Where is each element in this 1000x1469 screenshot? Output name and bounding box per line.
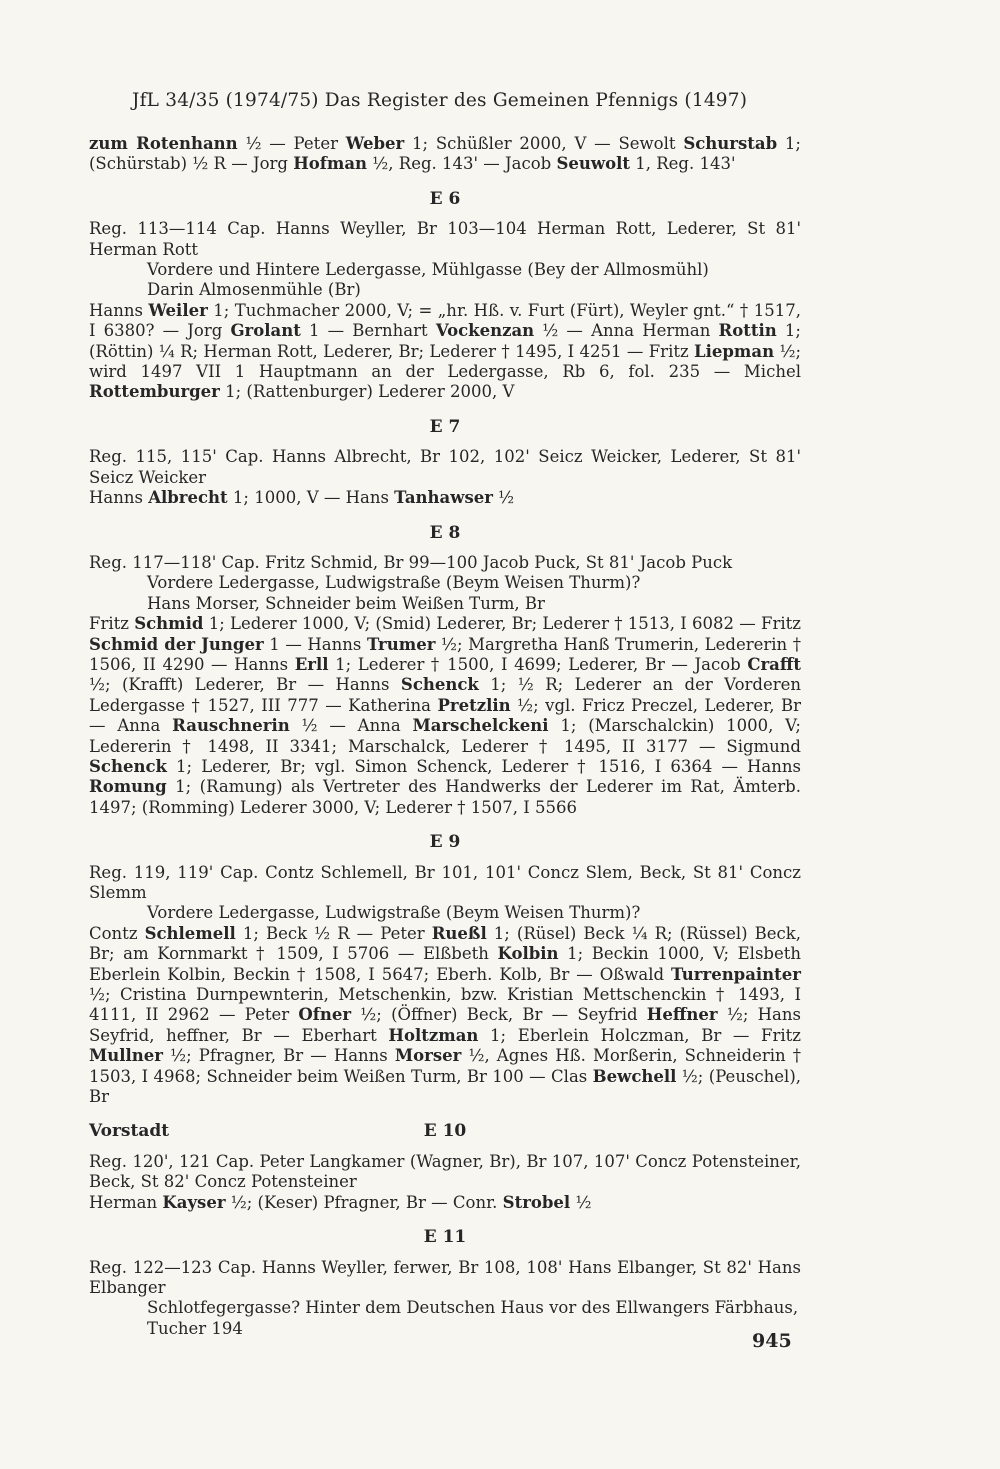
e11-location-1: Schlotfegergasse? Hinter dem Deutschen Haus vor des Ellwangers Färbhaus, Tucher 194 [147, 1298, 799, 1338]
register-content [89, 134, 801, 1339]
e8-entries: Fritz Schmid 1; Lederer 1000, V; (Smid) Lederer, Br; Lederer † 1513, I 6082 — Fritz Schmid der Junger 1 — Hanns Trumer ½; Margretha Hanß Trumerin, Ledererin † 1506, II 4290 — Hanns Erll 1; Lederer † 1500, I 4699; Lederer, Br — Jacob Crafft ½; (Krafft) Lederer, Br — Hanns Schenck 1; ½ R; Lederer an der Vorderen Ledergasse † 1527, III 777 — Katherina Pretzlin ½; vgl. Fricz Preczel, Lederer, Br — Anna Rauschnerin ½ — Anna Marschelckeni 1; (Marschalckin) 1000, V; Ledererin † 1498, II 3341; Marschalck, Lederer † 1495, II 3177 — Sigmund Schenck 1; Lederer, Br; vgl. Simon Schenck, Lederer † 1516, I 6364 — Hanns Romung 1; (Ramung) als Vertreter des Handwerks der Lederer im Rat, Ämterb. 1497; (Romming) Lederer 3000, V; Lederer † 1507, I 5566 [89, 614, 801, 817]
e6-entries: Hanns Weiler 1; Tuchmacher 2000, V; = „hr. Hß. v. Furt (Fürt), Weyler gnt.“ † 1517, I 6380? — Jorg Grolant 1 — Bernhart Vockenzan ½ — Anna Herman Rottin 1; (Röttin) ¼ R; Herman Rott, Lederer, Br; Lederer † 1495, I 4251 — Fritz Liepman ½; wird 1497 VII 1 Hauptmann an der Ledergasse, Rb 6, fol. 235 — Michel Rottemburger 1; (Rattenburger) Lederer 2000, V [89, 300, 801, 402]
e6-location-2: Darin Almosenmühle (Br) [147, 280, 361, 300]
e8-register-line: Reg. 117—118' Cap. Fritz Schmid, Br 99—100 Jacob Puck, St 81' Jacob Puck [89, 552, 733, 572]
section-title-e10: E 10 [423, 1121, 467, 1142]
section-title-e8: E 8 [429, 522, 461, 543]
e9-entries: Contz Schlemell 1; Beck ½ R — Peter Rueßl 1; (Rüsel) Beck ¼ R; (Rüssel) Beck, Br; am Kornmarkt † 1509, I 5706 — Elßbeth Kolbin 1; Beckin 1000, V; Elsbeth Eberlein Kolbin, Beckin † 1508, I 5647; Eberh. Kolb, Br — Oßwald Turrenpainter ½; Cristina Durnpewnterin, Metschenkin, bzw. Kristian Mettschenckin † 1493, I 4111, II 2962 — Peter Ofner ½; (Öffner) Beck, Br — Seyfrid Heffner ½; Hans Seyfrid, heffner, Br — Eberhart Holtzman 1; Eberlein Holczman, Br — Fritz Mullner ½; Pfragner, Br — Hanns Morser ½, Agnes Hß. Morßerin, Schneiderin † 1503, I 4968; Schneider beim Weißen Turm, Br 100 — Clas Bewchell ½; (Peuschel), Br [89, 923, 801, 1107]
e8-location-2: Hans Morser, Schneider beim Weißen Turm, Br [147, 593, 545, 613]
e10-register-line: Reg. 120', 121 Cap. Peter Langkamer (Wagner, Br), Br 107, 107' Concz Potensteiner, Beck, St 82' Concz Potensteiner [89, 1151, 801, 1192]
e7-entries: Hanns Albrecht 1; 1000, V — Hans Tanhawser ½ [89, 488, 515, 508]
e7-register-line: Reg. 115, 115' Cap. Hanns Albrecht, Br 102, 102' Seicz Weicker, Lederer, St 81' Seicz Weicker [89, 447, 801, 487]
e8-location-1: Vordere Ledergasse, Ludwigstraße (Beym Weisen Thurm)? [147, 573, 641, 593]
page-number: 945 [752, 1330, 792, 1352]
e10-entries: Herman Kayser ½; (Keser) Pfragner, Br — Conr. Strobel ½ [89, 1192, 592, 1212]
section-title-e6: E 6 [429, 188, 461, 209]
section-row-e10 [89, 1121, 801, 1141]
e6-location-1: Vordere und Hintere Ledergasse, Mühlgasse (Bey der Allmosmühl) [147, 260, 709, 280]
e11-register-line: Reg. 122—123 Cap. Hanns Weyller, ferwer, Br 108, 108' Hans Elbanger, St 82' Hans Elbanger [89, 1257, 801, 1297]
running-header: JfL 34/35 (1974/75) Das Register des Gemeinen Pfennigs (1497) [132, 90, 748, 111]
e9-location-1: Vordere Ledergasse, Ludwigstraße (Beym Weisen Thurm)? [147, 903, 641, 923]
e9-register-line: Reg. 119, 119' Cap. Contz Schlemell, Br 101, 101' Concz Slem, Beck, St 81' Concz Slemm [89, 862, 801, 902]
section-title-e9: E 9 [429, 832, 461, 853]
vorstadt-label: Vorstadt [89, 1121, 170, 1142]
e6-register-line: Reg. 113—114 Cap. Hanns Weyller, Br 103—104 Herman Rott, Lederer, St 81' Herman Rott [89, 219, 801, 259]
section-title-e11: E 11 [423, 1227, 467, 1248]
intro-paragraph: zum Rotenhann ½ — Peter Weber 1; Schüßler 2000, V — Sewolt Schurstab 1; (Schürstab) ½ R — Jorg Hofman ½, Reg. 143' — Jacob Seuwolt 1, Reg. 143' [89, 134, 801, 174]
section-title-e7: E 7 [429, 416, 461, 437]
